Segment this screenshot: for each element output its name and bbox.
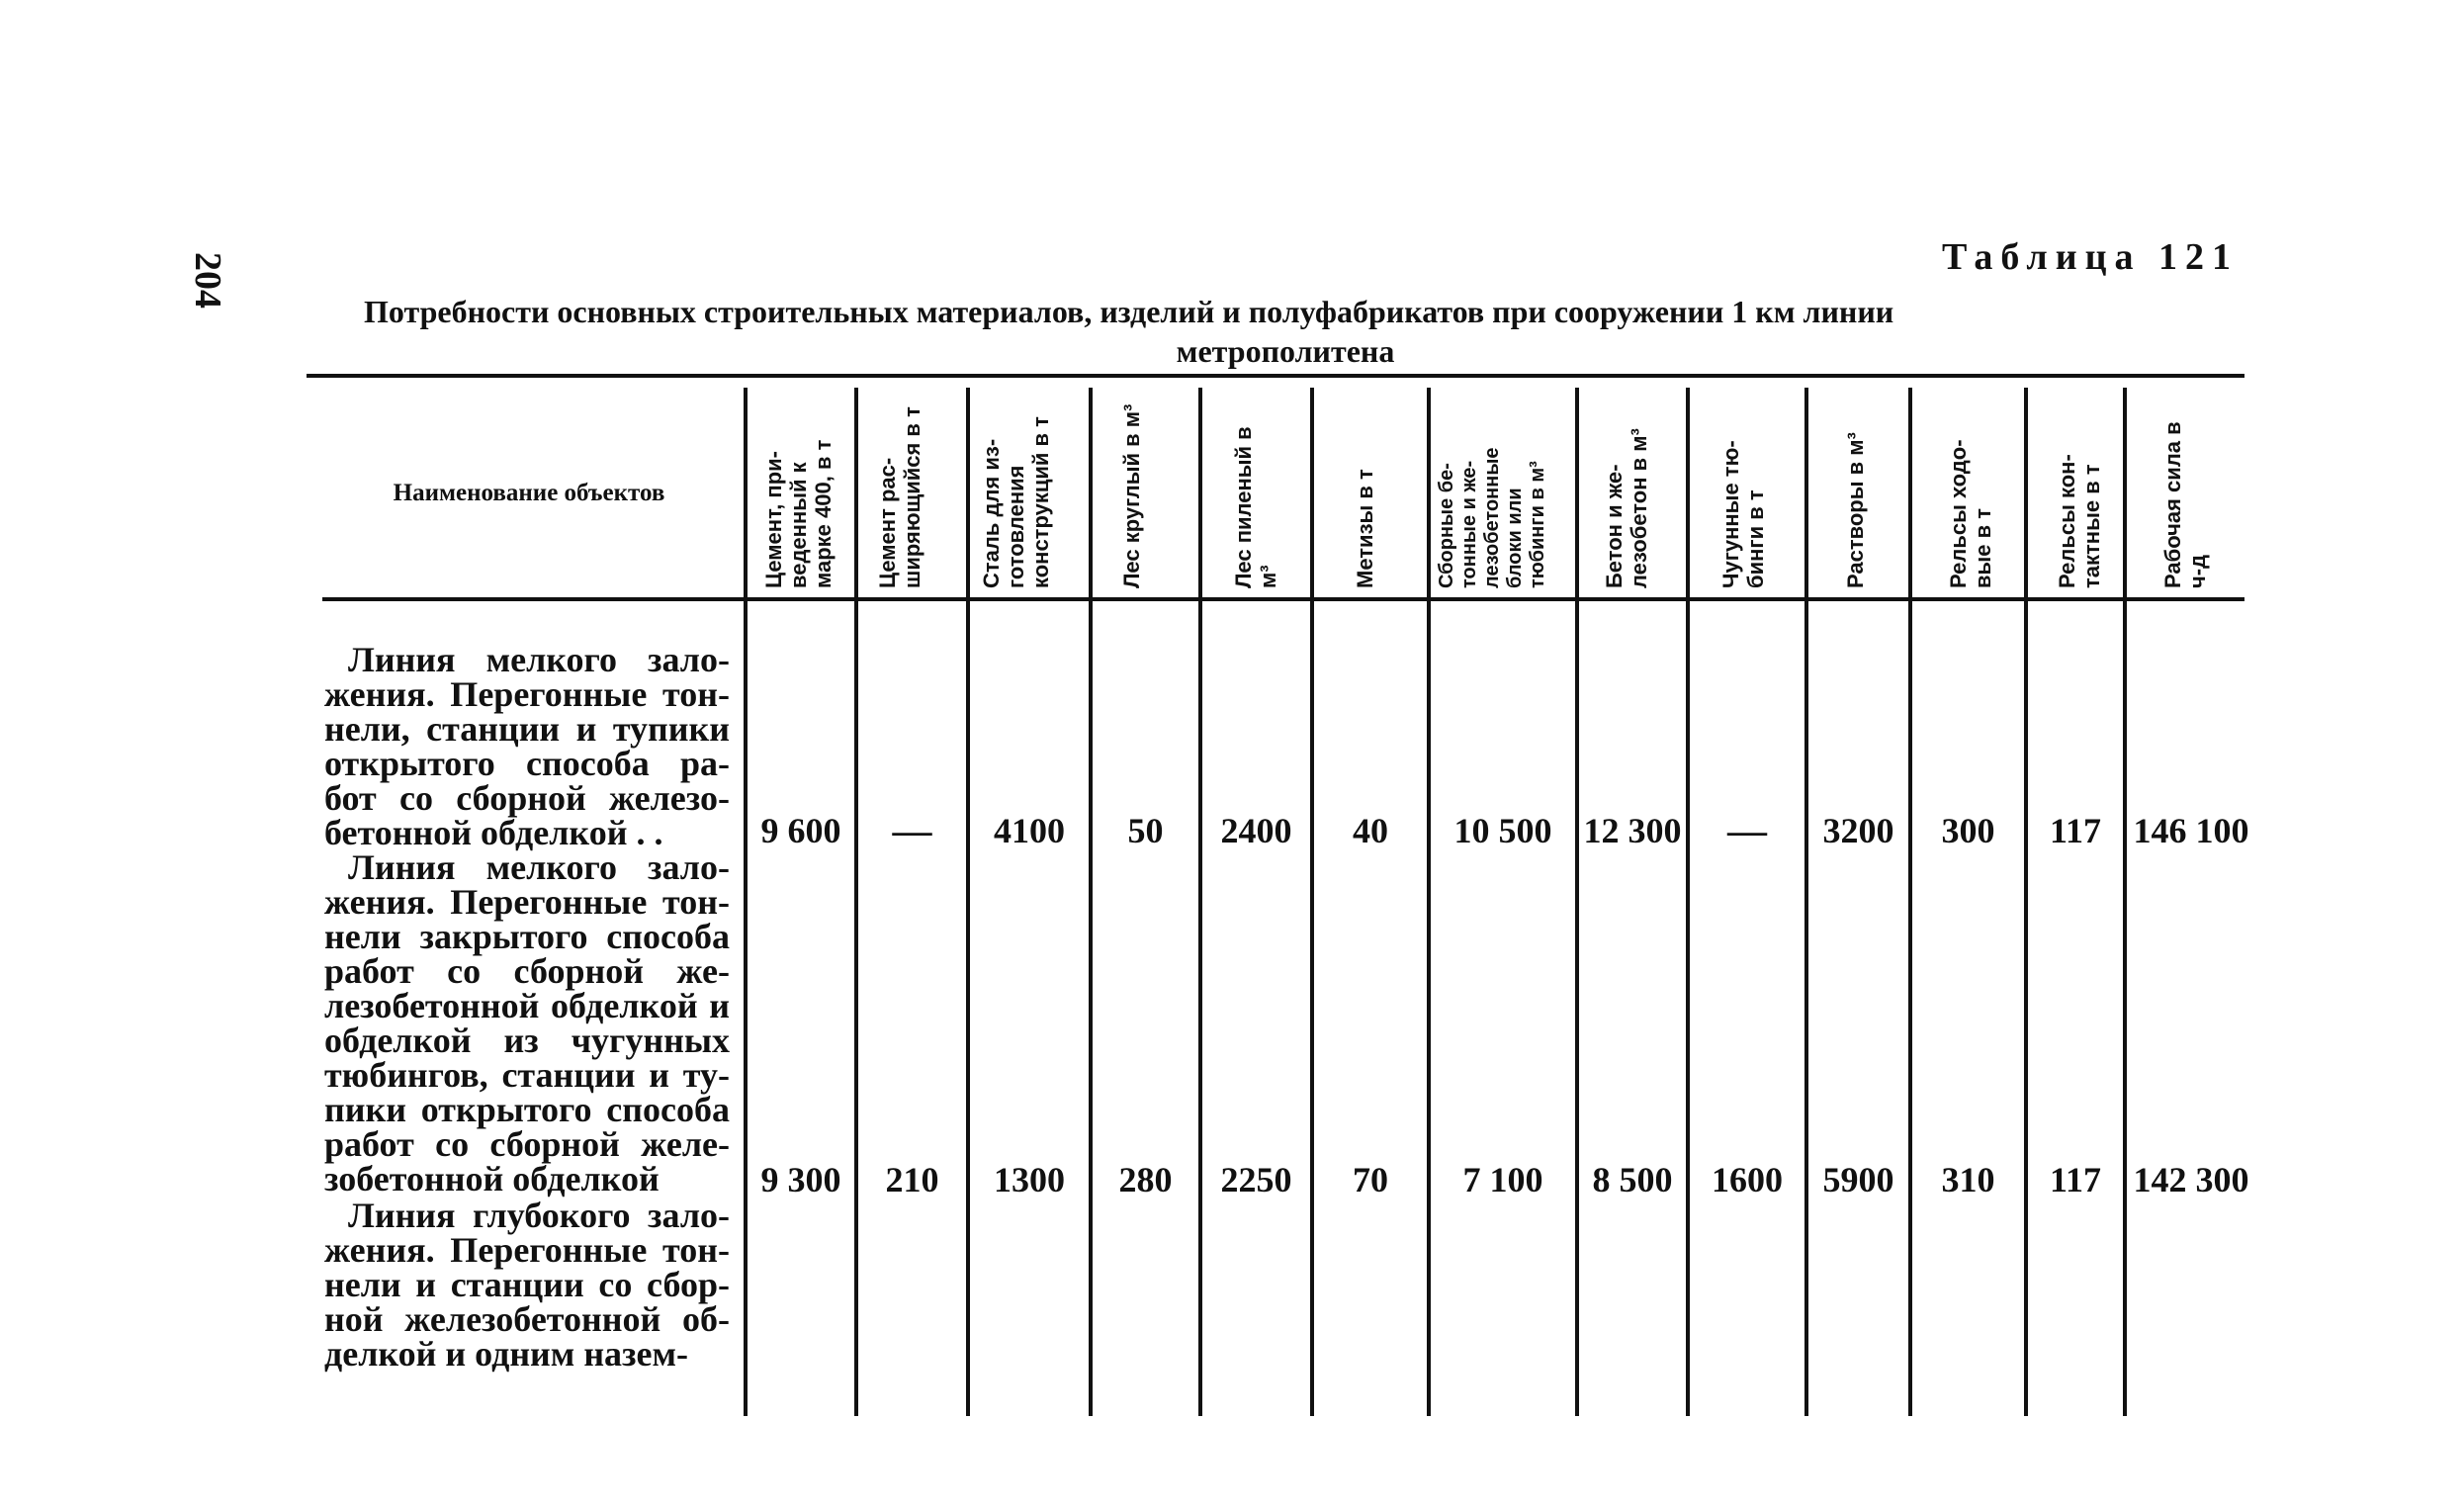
column-header: Сталь для из-готовления конструкций в т (979, 416, 1053, 588)
row-1-name-line: жения. Перегонные тон- (324, 674, 730, 714)
table-cell: 300 (1941, 811, 1995, 850)
row-1-name (324, 640, 730, 852)
column-header: Растворы в м³ (1843, 432, 1868, 588)
row-2-name-line: обделкой из чугунных (324, 1021, 730, 1060)
row-2-name-line: работ со сборной же- (324, 951, 730, 991)
table-cell: 12 300 (1583, 811, 1682, 850)
column-divider (854, 388, 858, 1416)
row-1-name-line: бот со сборной железо- (324, 778, 730, 818)
column-header: Чугунные тю-бинги в т (1718, 440, 1768, 588)
table-cell: 210 (885, 1160, 939, 1199)
table-cell: 70 (1353, 1160, 1388, 1199)
table-cell: — (892, 808, 932, 852)
table-cell: 8 500 (1592, 1160, 1673, 1199)
table-label: Таблица 121 (1941, 236, 2239, 278)
table-cell: 10 500 (1453, 811, 1552, 850)
column-divider (966, 388, 970, 1416)
column-divider (1198, 388, 1202, 1416)
row-2-name-line: зобетонной обделкой (324, 1159, 660, 1198)
column-header: Лес круглый в м³ (1119, 403, 1144, 588)
column-header: Рельсы кон-тактные в т (2055, 454, 2104, 588)
table-cell: 2400 (1220, 811, 1292, 850)
table-cell: 146 100 (2133, 811, 2249, 850)
row-2-name-line: Линия мелкого зало- (348, 847, 730, 887)
column-header: Рабочая сила в ч-д (2160, 421, 2210, 588)
table-cell: 117 (2049, 811, 2101, 850)
column-divider (1575, 388, 1579, 1416)
page-number: 204 (187, 252, 228, 309)
column-divider (1908, 388, 1912, 1416)
table-cell: 4100 (994, 811, 1065, 850)
table-cell: 310 (1941, 1160, 1995, 1199)
row-3-name-line: Линия глубокого зало- (348, 1196, 730, 1235)
column-header: Метизы в т (1353, 469, 1377, 588)
row-2-name-line: нели закрытого способа (324, 917, 730, 956)
row-1-name-line: бетонной обделкой . . (324, 813, 663, 852)
name-column-header: Наименование объектов (393, 480, 665, 506)
table-cell: 9 600 (760, 811, 841, 850)
column-header: Сборные бе-тонные и же-лезобетонные блоки или тюбинги в м³ (1436, 447, 1548, 588)
row-3-name-line: делкой и одним назем- (324, 1334, 689, 1374)
table-title-line-2: метрополитена (1176, 333, 1395, 369)
table-cell: 1600 (1712, 1160, 1783, 1199)
row-3-name (324, 1198, 730, 1372)
column-divider (1804, 388, 1808, 1416)
table-cell: 3200 (1822, 811, 1894, 850)
column-header: Цемент, при-веденный к марке 400, в т (761, 439, 836, 588)
table-cell: 2250 (1220, 1160, 1292, 1199)
table-cell: 7 100 (1462, 1160, 1543, 1199)
column-header: Рельсы ходо-вые в т (1946, 439, 1995, 588)
column-divider (2024, 388, 2028, 1416)
row-1-name-line: открытого способа ра- (324, 744, 730, 783)
column-divider (1427, 388, 1431, 1416)
column-divider (1089, 388, 1093, 1416)
row-3-name-line: ной железобетонной об- (324, 1299, 730, 1339)
column-divider (744, 388, 748, 1416)
table-title (356, 292, 2215, 371)
table-header-rule (322, 597, 2244, 601)
table-title-line-1: Потребности основных строительных материалов, изделий и полуфабрикатов при сооружении 1 км линии (364, 294, 1894, 329)
column-header: Бетон и же-лезобетон в м³ (1602, 428, 1651, 588)
column-header: Лес пиленый в м³ (1231, 426, 1280, 588)
row-2-name-line: тюбингов, станции и ту- (324, 1055, 730, 1095)
table-cell: 50 (1127, 811, 1164, 850)
row-2-name (324, 847, 730, 1198)
table-cell: 1300 (994, 1160, 1065, 1199)
table-cell: 142 300 (2133, 1160, 2249, 1199)
table-cell: — (1727, 808, 1767, 852)
row-3-name-line: жения. Перегонные тон- (324, 1230, 730, 1270)
table-top-rule (307, 374, 2244, 378)
column-header: Цемент рас-ширяющийся в т (875, 406, 924, 588)
column-divider (1310, 388, 1314, 1416)
row-3-name-line: нели и станции со сбор- (324, 1265, 730, 1304)
row-2-name-line: работ со сборной желе- (324, 1124, 730, 1164)
table-cell: 117 (2049, 1160, 2101, 1199)
row-2-name-line: пики открытого способа (324, 1090, 730, 1129)
table-cell: 40 (1353, 811, 1388, 850)
column-divider (2123, 388, 2127, 1416)
row-1-name-line: Линия мелкого зало- (348, 640, 730, 679)
row-2-name-line: жения. Перегонные тон- (324, 882, 730, 922)
table-cell: 280 (1118, 1160, 1173, 1199)
row-1-name-line: нели, станции и тупики (324, 709, 730, 749)
table-cell: 9 300 (760, 1160, 841, 1199)
row-2-name-line: лезобетонной обделкой и (324, 986, 730, 1025)
table-cell: 5900 (1822, 1160, 1894, 1199)
column-divider (1686, 388, 1690, 1416)
